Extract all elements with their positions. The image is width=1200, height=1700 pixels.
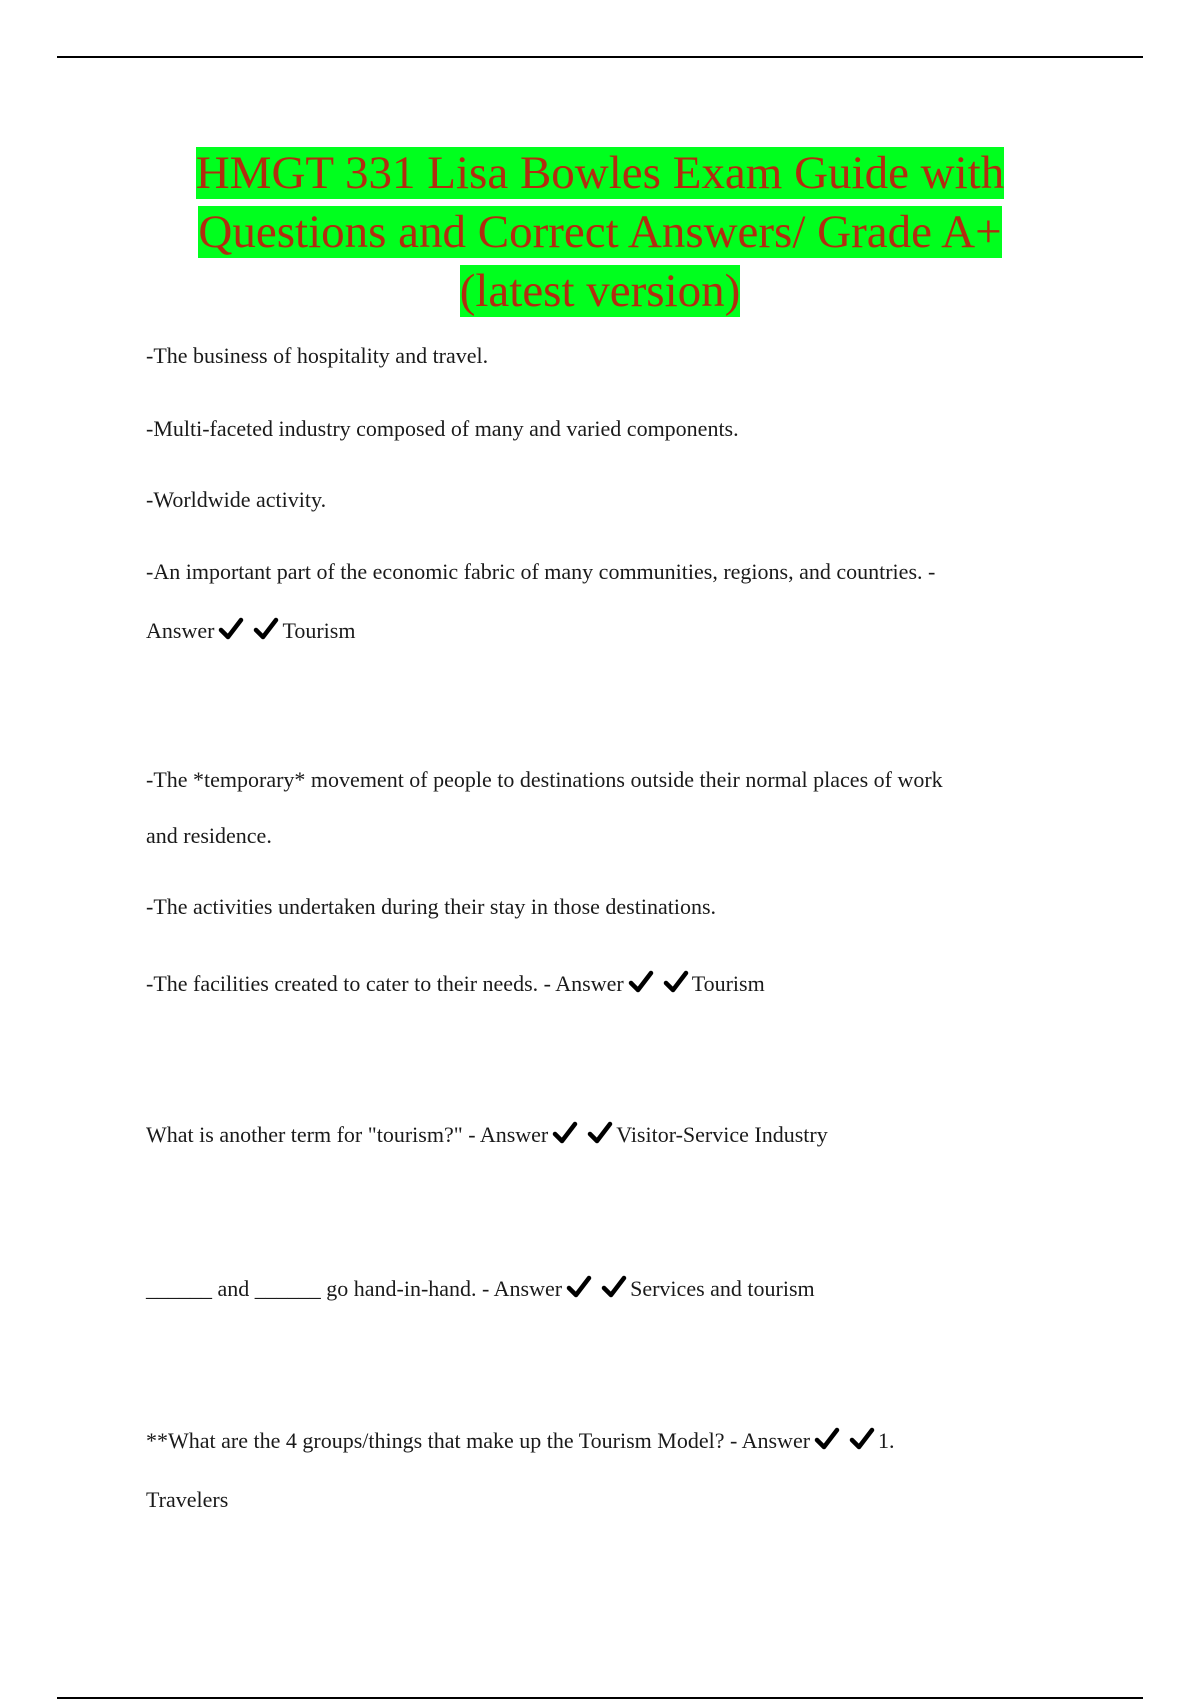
text-line: -The business of hospitality and travel.	[146, 343, 489, 368]
answer-label: Answer	[146, 618, 215, 643]
answer-text: Services and tourism	[630, 1276, 815, 1301]
document-title	[140, 144, 1060, 321]
check-icon	[552, 1120, 578, 1146]
text-line: -Worldwide activity.	[146, 487, 327, 512]
title-line-2: Questions and Correct Answers/ Grade A+	[198, 206, 1002, 258]
text-line: Travelers	[146, 1487, 229, 1512]
check-icon	[663, 969, 689, 995]
question-text: ______ and ______ go hand-in-hand. - Answer	[146, 1276, 563, 1301]
top-rule	[57, 56, 1143, 58]
answer-line	[146, 969, 1046, 998]
check-icon	[849, 1426, 875, 1452]
answer-text: Tourism	[282, 618, 356, 643]
answer-line	[146, 1120, 1046, 1149]
question-text: -The facilities created to cater to their needs. - Answer	[146, 971, 624, 996]
check-icon	[218, 616, 244, 642]
text-line: and residence.	[146, 823, 272, 848]
check-icon	[601, 1274, 627, 1300]
check-icon	[253, 616, 279, 642]
bottom-rule	[57, 1697, 1143, 1699]
answer-line	[146, 1274, 1046, 1303]
title-line-3: (latest version)	[459, 265, 741, 317]
text-line: -An important part of the economic fabric of many communities, regions, and countries. -	[146, 559, 936, 584]
answer-line	[146, 1426, 1046, 1455]
answer-text: Visitor-Service Industry	[616, 1122, 828, 1147]
answer-text: Tourism	[691, 971, 765, 996]
check-icon	[587, 1120, 613, 1146]
text-line: -The activities undertaken during their stay in those destinations.	[146, 894, 717, 919]
check-icon	[566, 1274, 592, 1300]
title-line-1: HMGT 331 Lisa Bowles Exam Guide with	[195, 147, 1005, 199]
question-text: What is another term for "tourism?" - Answer	[146, 1122, 549, 1147]
check-icon	[628, 969, 654, 995]
text-line: -Multi-faceted industry composed of many and varied components.	[146, 416, 739, 441]
question-text: **What are the 4 groups/things that make up the Tourism Model? - Answer	[146, 1428, 811, 1453]
answer-line	[146, 616, 1046, 645]
check-icon	[814, 1426, 840, 1452]
text-line: -The *temporary* movement of people to destinations outside their normal places of work	[146, 767, 943, 792]
answer-text: 1.	[878, 1428, 895, 1453]
